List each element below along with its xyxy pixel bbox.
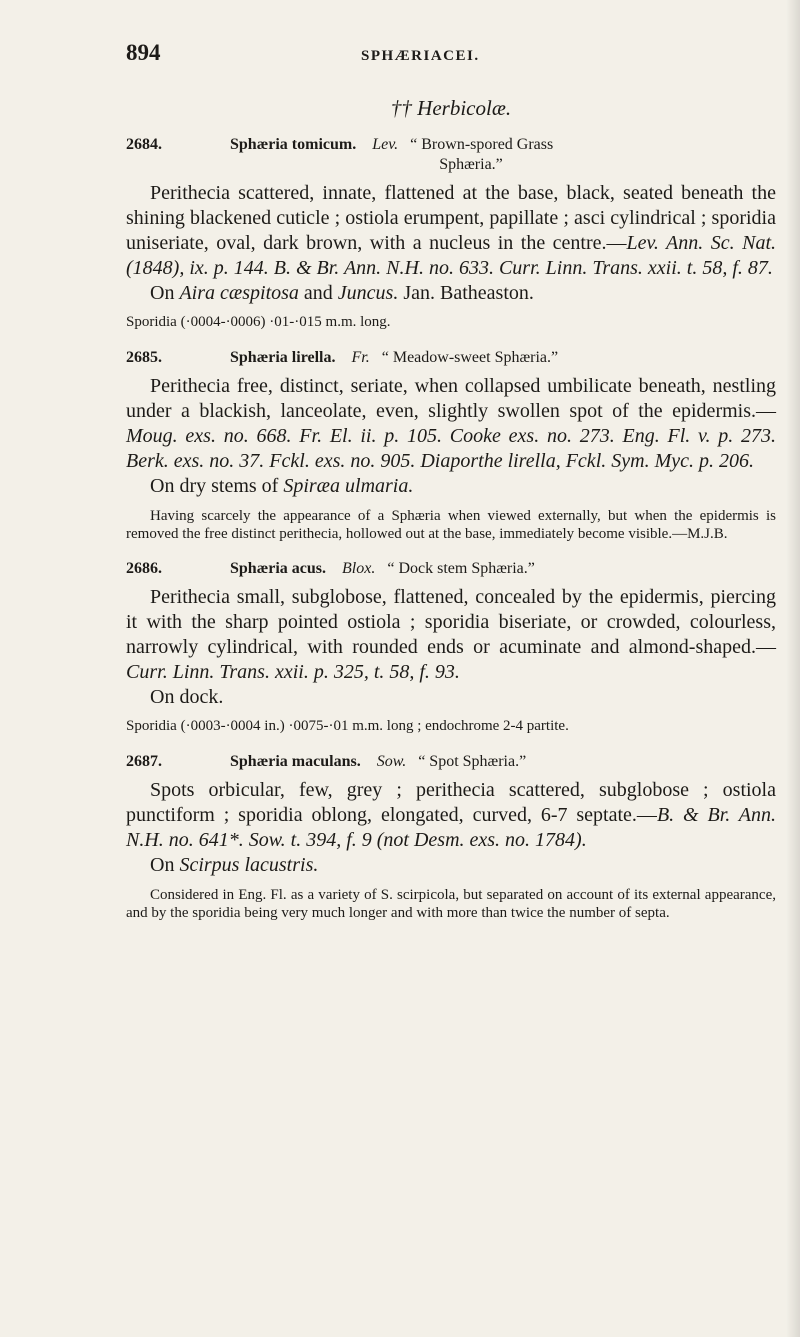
species-entry bbox=[126, 559, 776, 736]
section-heading: †† Herbicolæ. bbox=[390, 96, 512, 120]
references: Lev. Ann. Sc. Nat. (1848), ix. p. 144. B. & Br. Ann. N.H. no. 633. Curr. Linn. Trans. xxii. t. 58, f. 87. bbox=[126, 232, 776, 279]
sporidia-measurement: Sporidia (·0004-·0006) ·01-·015 m.m. long. bbox=[126, 314, 391, 330]
species-description: Spots orbicular, few, grey ; perithecia scattered, subglobose ; ostiola punctiform ; sporidia oblong, elongated, curved, 6-7 septate.—B. & Br. Ann. N.H. no. 641*. Sow. t. 394, f. 9 (not Desm. exs. no. 1784). bbox=[126, 779, 776, 851]
species-entry bbox=[126, 135, 776, 332]
species-name: Sphæria acus. bbox=[230, 560, 327, 577]
species-authority: Sow. bbox=[376, 753, 407, 770]
habitat: On Scirpus lacustris. bbox=[150, 854, 319, 876]
habitat: On dock. bbox=[150, 686, 224, 708]
species-description: Perithecia free, distinct, seriate, when collapsed umbilicate beneath, nestling under a blackish, lanceolate, even, slightly swollen spot of the epidermis.—Moug. exs. no. 668. Fr. El. ii. p. 105. Cooke exs. no. 273. Eng. Fl. v. p. 273. Berk. exs. no. 37. Fckl. exs. no. 905. Diaporthe lirella, Fckl. Sym. Myc. p. 206. bbox=[126, 375, 776, 472]
editorial-note: Considered in Eng. Fl. as a variety of S. scirpicola, but separated on account of its external appearance, and by the sporidia being very much longer and with more than twice the number of septa. bbox=[126, 887, 776, 921]
entry-heading bbox=[126, 135, 776, 155]
common-name: “ Dock stem Sphæria.” bbox=[387, 560, 535, 577]
habitat: On Aira cæspitosa and Juncus. Jan. Batheaston. bbox=[150, 282, 534, 304]
entry-number: 2684. bbox=[126, 136, 162, 153]
species-description: Perithecia scattered, innate, flattened at the base, black, seated beneath the shining blackened cuticle ; ostiola erumpent, papillate ; asci cylindrical ; sporidia uniseriate, oval, dark brown, with a nucleus in the centre.—Lev. Ann. Sc. Nat. (1848), ix. p. 144. B. & Br. Ann. N.H. no. 633. Curr. Linn. Trans. xxii. t. 58, f. 87. bbox=[126, 182, 776, 279]
species-entry bbox=[126, 752, 776, 922]
species-authority: Lev. bbox=[372, 136, 399, 153]
references: Curr. Linn. Trans. xxii. p. 325, t. 58, f. 93. bbox=[126, 661, 460, 683]
species-name: Sphæria lirella. bbox=[230, 349, 336, 366]
references: B. & Br. Ann. N.H. no. 641*. Sow. t. 394, f. 9 (not Desm. exs. no. 1784). bbox=[126, 804, 776, 851]
species-authority: Fr. bbox=[351, 349, 370, 366]
common-name: “ Brown-spored Grass bbox=[410, 136, 554, 153]
common-name: “ Spot Sphæria.” bbox=[418, 753, 527, 770]
sporidia-measurement: Sporidia (·0003-·0004 in.) ·0075-·01 m.m. long ; endochrome 2-4 partite. bbox=[126, 718, 569, 734]
species-description: Perithecia small, subglobose, flattened, concealed by the epidermis, piercing it with the sharp pointed ostiola ; sporidia biseriate, or crowded, colourless, narrowly cylindrical, with rounded ends or acuminate and almond-shaped.—Curr. Linn. Trans. xxii. p. 325, t. 58, f. 93. bbox=[126, 586, 776, 683]
page-content bbox=[126, 96, 776, 938]
species-name: Sphæria maculans. bbox=[230, 753, 361, 770]
species-authority: Blox. bbox=[342, 560, 376, 577]
common-name-continued: Sphæria.” bbox=[439, 156, 503, 173]
entry-heading bbox=[126, 752, 776, 772]
entry-number: 2686. bbox=[126, 560, 162, 577]
entry-number: 2685. bbox=[126, 349, 162, 366]
species-entry bbox=[126, 348, 776, 543]
habitat: On dry stems of Spiræa ulmaria. bbox=[150, 475, 414, 497]
common-name: “ Meadow-sweet Sphæria.” bbox=[381, 349, 559, 366]
running-title: SPHÆRIACEI. bbox=[361, 48, 480, 64]
species-name: Sphæria tomicum. bbox=[230, 136, 357, 153]
entry-heading bbox=[126, 348, 776, 368]
editorial-note: Having scarcely the appearance of a Sphæria when viewed externally, but when the epidermis is removed the free distinct perithecia, hollowed out at the base, immediately become visible.—M.J.B. bbox=[126, 508, 776, 542]
entry-heading bbox=[126, 559, 776, 579]
page-number: 894 bbox=[126, 40, 161, 65]
running-head bbox=[126, 40, 766, 80]
page-edge-shadow bbox=[786, 0, 800, 1337]
references: Moug. exs. no. 668. Fr. El. ii. p. 105. Cooke exs. no. 273. Eng. Fl. v. p. 273. Berk. exs. no. 37. Fckl. exs. no. 905. Diaporthe lirella, Fckl. Sym. Myc. p. 206. bbox=[126, 425, 776, 472]
entry-number: 2687. bbox=[126, 753, 162, 770]
